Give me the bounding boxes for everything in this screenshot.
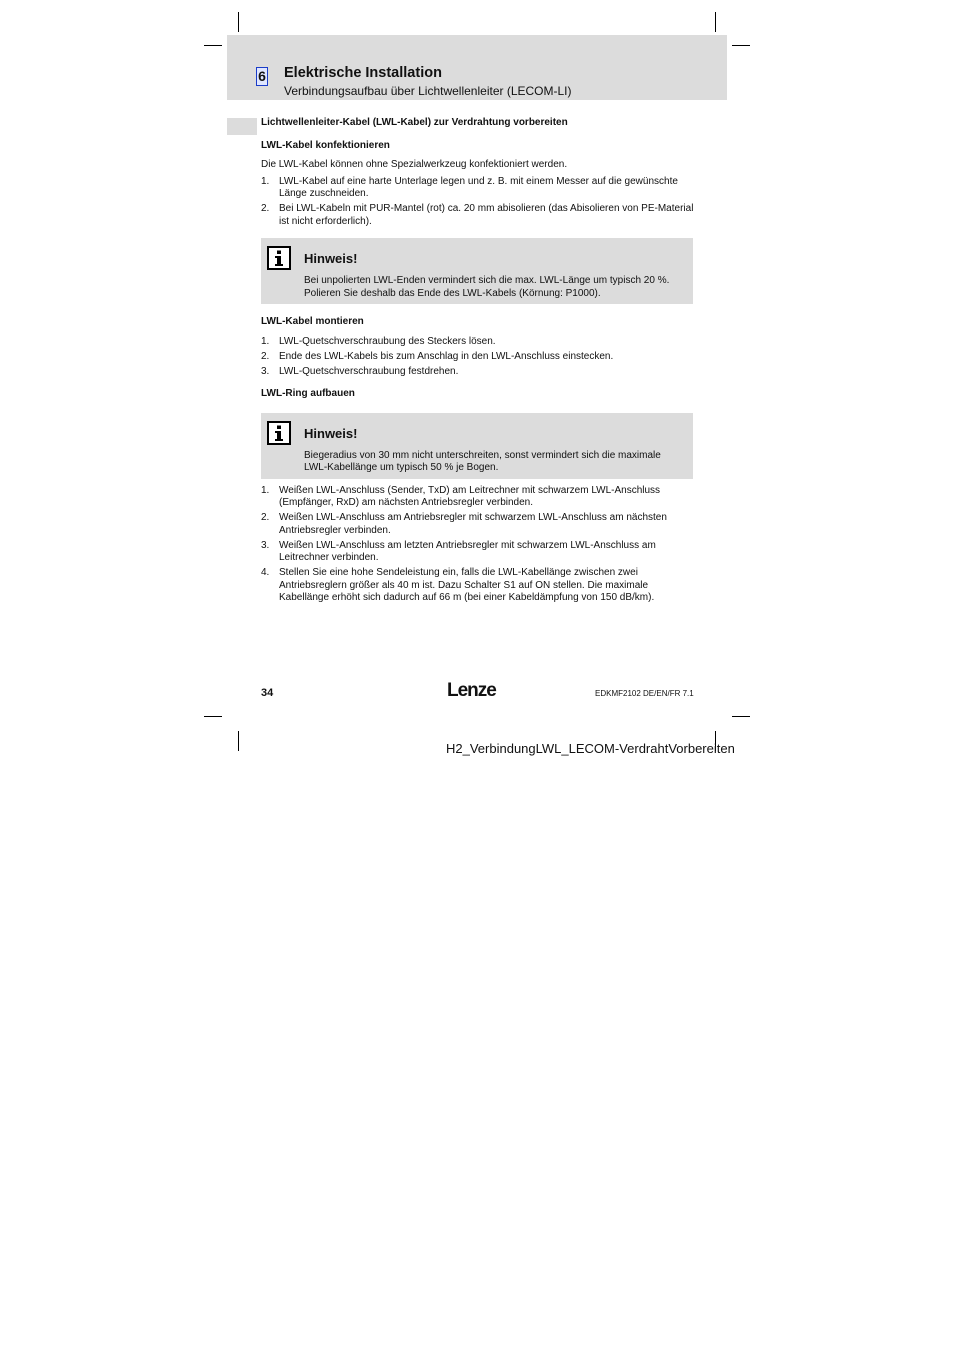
step-number: 3.: [261, 539, 270, 551]
chapter-number[interactable]: 6: [256, 67, 268, 86]
step-text: LWL-Kabel auf eine harte Unterlage legen und z. B. mit einem Messer auf die gewünschte Länge zuschneiden.: [279, 175, 678, 199]
step-text: Stellen Sie eine hohe Sendeleistung ein, falls die LWL-Kabellänge zwischen zwei Antriebsreglern größer als 40 m ist. Dazu Schalter S1 auf ON stellen. Die maximale Kabellänge erhöht sich dadurch auf 66 m (bei einer Kabeldämpfung von 150 dB/km).: [279, 567, 655, 603]
note-box: [261, 413, 693, 479]
step-text: Weißen LWL-Anschluss am letzten Antriebsregler mit schwarzem LWL-Anschluss am Leitrechner verbinden.: [279, 539, 656, 563]
note-box: [261, 238, 693, 304]
step-list: [261, 176, 695, 229]
list-item: [261, 351, 695, 364]
step-number: 2.: [261, 350, 270, 362]
list-item: [261, 512, 695, 537]
info-icon: [267, 246, 291, 270]
document-code: EDKMF2102 DE/EN/FR 7.1: [595, 689, 694, 698]
step-number: 4.: [261, 567, 270, 578]
info-icon: [267, 421, 291, 445]
note-title: Hinweis!: [304, 251, 358, 266]
note-text: Bei unpolierten LWL-Enden vermindert sich die max. LWL-Länge um typisch 20 %. Polieren Sie deshalb das Ende des LWL-Kabels (Körnung: P1000).: [304, 275, 670, 299]
crop-mark: [238, 12, 239, 32]
list-item: [261, 540, 695, 565]
crop-mark: [732, 716, 750, 717]
step-list: [261, 485, 695, 605]
chapter-title: Elektrische Installation: [284, 65, 442, 81]
step-text: LWL-Quetschverschraubung festdrehen.: [279, 365, 459, 377]
crop-mark: [204, 45, 222, 46]
step-number: 1.: [261, 335, 270, 347]
chapter-subtitle: Verbindungsaufbau über Lichtwellenleiter (LECOM-LI): [284, 84, 572, 98]
step-number: 1.: [261, 175, 270, 187]
note-text: Biegeradius von 30 mm nicht unterschreiten, sonst vermindert sich die maximale LWL-Kabellänge um typisch 50 % je Bogen.: [304, 449, 661, 473]
list-item: [261, 366, 695, 379]
step-text: LWL-Quetschverschraubung des Steckers lösen.: [279, 335, 496, 347]
list-item: [261, 485, 695, 510]
subsection-title: LWL-Kabel montieren: [261, 316, 364, 327]
page-content: [261, 117, 695, 607]
crop-mark: [204, 716, 222, 717]
subsection-title: LWL-Kabel konfektionieren: [261, 139, 390, 151]
step-text: Bei LWL-Kabeln mit PUR-Mantel (rot) ca. 20 mm abisolieren (das Abisolieren von PE-Material ist nicht erforderlich).: [279, 203, 694, 227]
step-text: Weißen LWL-Anschluss (Sender, TxD) am Leitrechner mit schwarzem LWL-Anschluss (Empfänger, RxD) am nächsten Antriebsregler verbinden.: [279, 484, 661, 508]
note-title: Hinweis!: [304, 425, 358, 441]
step-text: Weißen LWL-Anschluss am Antriebsregler mit schwarzem LWL-Anschluss am nächsten Antriebsregler verbinden.: [279, 512, 667, 536]
subsection-title: LWL-Ring aufbauen: [261, 388, 355, 399]
crop-mark: [732, 45, 750, 46]
list-item: [261, 203, 695, 228]
step-number: 2.: [261, 512, 270, 523]
step-text: Ende des LWL-Kabels bis zum Anschlag in den LWL-Anschluss einstecken.: [279, 350, 614, 362]
step-list: [261, 336, 695, 379]
crop-mark: [715, 12, 716, 32]
brand-logo: Lenze: [447, 680, 496, 701]
section-marker: [227, 118, 257, 135]
section-title: Lichtwellenleiter-Kabel (LWL-Kabel) zur Verdrahtung vorbereiten: [261, 117, 568, 128]
step-number: 2.: [261, 203, 270, 214]
step-number: 3.: [261, 365, 270, 377]
paragraph: Die LWL-Kabel können ohne Spezialwerkzeug konfektioniert werden.: [261, 159, 568, 170]
page-number: 34: [261, 687, 274, 699]
step-number: 1.: [261, 484, 270, 496]
list-item: [261, 176, 695, 201]
crop-mark: [238, 731, 239, 751]
list-item: [261, 336, 695, 349]
list-item: [261, 567, 695, 605]
file-label: H2_VerbindungLWL_LECOM-VerdrahtVorbereiten: [446, 741, 735, 756]
